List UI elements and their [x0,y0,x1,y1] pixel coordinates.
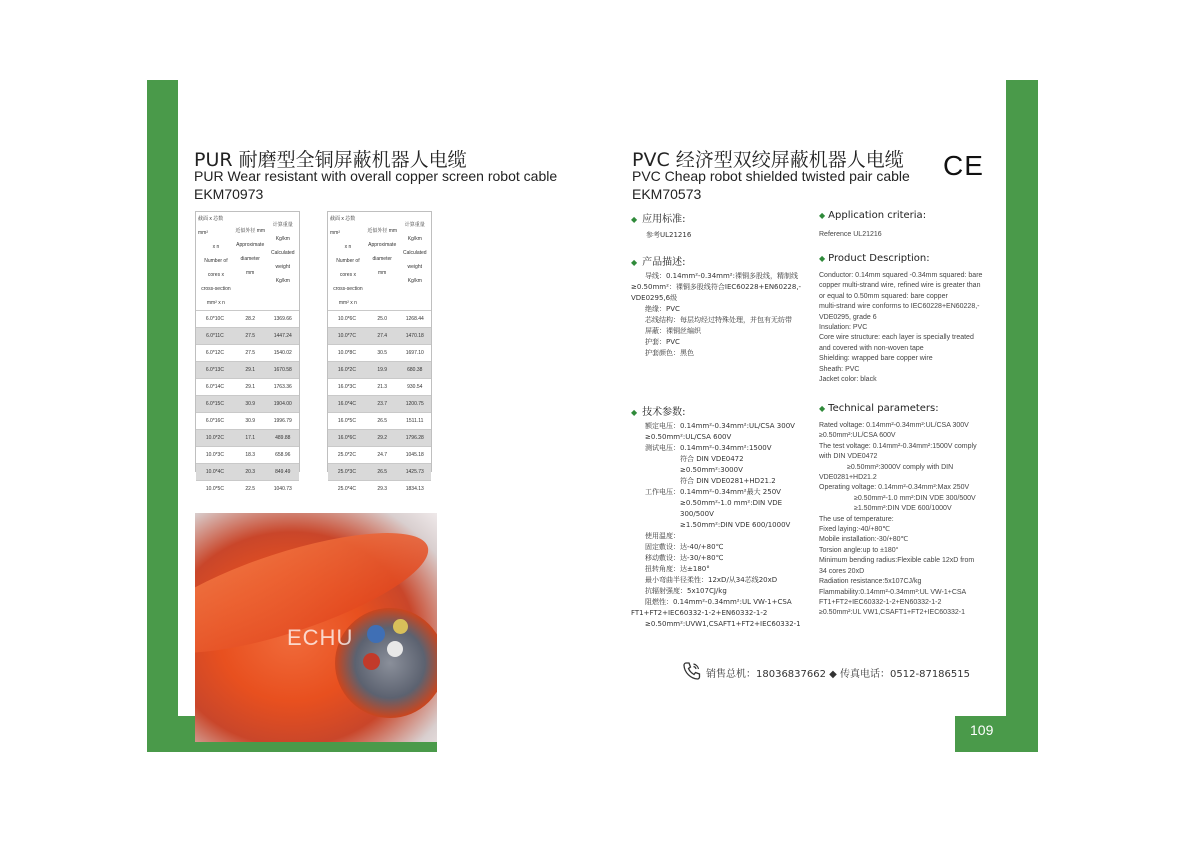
header-text: Kg/km [275,278,290,284]
cell-weight: 1796.28 [399,430,431,447]
cell-diameter: 29.1 [234,379,267,396]
cell-weight: 1540.02 [267,345,299,362]
cn-tech-line: 阻燃性：0.14mm²-0.34mm²:UL VW-1+CSA [631,598,792,606]
table-row [196,362,299,379]
cn-description-line: 护套：PVC [631,338,680,346]
cell-cross-section: 10.0*8C [328,345,366,362]
en-tech-heading [819,403,939,414]
table-2-body [328,311,431,498]
header-text: 截面 x 芯数 mm² [198,216,224,236]
header-text: diameter [240,256,260,262]
header-cross-section [330,212,366,310]
cn-description-block [631,271,801,359]
table-row [328,362,431,379]
header-text: Calculated [402,250,427,256]
right-page-number: 109 [970,722,994,738]
cell-weight: 489.88 [267,430,299,447]
en-description-line: copper multi-strand wire, refined wire is greater than [819,282,981,290]
header-text: mm² x n [206,300,225,306]
cell-cross-section: 16.0*2C [328,362,366,379]
bullet-diamond-icon: ◆ [631,258,638,267]
en-description-line: and covered with non-woven tape [819,344,924,352]
cell-diameter: 27.5 [234,328,267,345]
right-title-en: PVC Cheap robot shielded twisted pair cable [632,168,910,184]
cell-cross-section: 25.0*2C [328,447,366,464]
cn-description-heading [631,253,686,268]
cell-diameter: 23.7 [366,396,399,413]
en-tech-line: The test voltage: 0.14mm²-0.34mm²:1500V comply [819,442,977,450]
left-title-en: PUR Wear resistant with overall copper screen robot cable [194,168,558,184]
en-tech-line: ≥0.50mm²-1.0 mm²:DIN VDE 300/500V [819,494,976,502]
header-text: 截面 x 芯数 mm² [330,216,356,236]
en-tech-line: VDE0281+HD21.2 [819,474,877,482]
cell-diameter: 17.1 [234,430,267,447]
cn-tech-line: 抗辐射强度：5x107CJ/kg [631,587,727,595]
table-row [328,430,431,447]
heading-text: Application criteria: [828,210,927,221]
en-tech-line: The use of temperature: [819,515,894,523]
contact-footer: 销售总机：18036837662 ◆ 传真电话：0512-87186515 [706,669,970,680]
cell-cross-section: 10.0*6C [328,311,366,328]
right-title-cn: PVC 经济型双绞屏蔽机器人电缆 [632,149,904,171]
cell-cross-section: 6.0*14C [196,379,234,396]
cell-weight: 1763.36 [267,379,299,396]
table-row [196,481,299,498]
en-application-text: Reference UL21216 [819,231,882,238]
header-text: cross-section [333,286,363,292]
en-description-line: Insulation: PVC [819,324,868,332]
heading-text: Product Description: [828,253,930,264]
en-tech-line: ≥1.50mm²:DIN VDE 600/1000V [819,505,952,513]
table-1-body [196,311,299,498]
cell-diameter: 26.5 [366,464,399,481]
header-text: x n [212,244,220,250]
header-text: x n [344,244,352,250]
header-text: cores x [207,272,224,278]
header-text: Number of [336,258,360,264]
cn-tech-line: 300/500V [631,510,714,518]
cn-tech-line: ≥0.50mm²-1.0 mm²:DIN VDE [631,499,783,507]
cn-tech-line: ≥0.50mm²:3000V [631,466,743,474]
cell-weight: 1670.58 [267,362,299,379]
header-text: Kg/km [407,236,422,242]
table-row [196,396,299,413]
cell-weight: 1697.10 [399,345,431,362]
left-product-code: EKM70973 [194,186,264,202]
header-text: cores x [339,272,356,278]
cell-diameter: 22.5 [234,481,267,498]
cn-tech-line: FT1+FT2+IEC60332-1-2+EN60332-1-2 [631,609,768,617]
cell-cross-section: 6.0*11C [196,328,234,345]
table-row [196,379,299,396]
table-row [196,345,299,362]
cell-diameter: 30.9 [234,413,267,430]
cell-weight: 1045.18 [399,447,431,464]
cn-tech-line: 测试电压：0.14mm²-0.34mm²:1500V [631,444,772,452]
inner-core [363,653,380,670]
bullet-diamond-icon: ◆ [819,254,826,263]
header-text: Kg/km [275,236,290,242]
cell-weight: 1040.73 [267,481,299,498]
cell-weight: 1904.00 [267,396,299,413]
spec-table-2 [327,211,432,492]
right-page-footer-bar [955,716,1038,752]
cell-diameter: 29.3 [366,481,399,498]
en-tech-line: Torsion angle:up to ±180° [819,546,899,554]
cell-diameter: 29.2 [366,430,399,447]
en-application-heading [819,210,926,221]
cn-tech-line: 扭转角度：达±180° [631,565,710,573]
left-green-margin-top [147,80,178,720]
table-row [196,328,299,345]
bullet-diamond-icon: ◆ [631,408,638,417]
header-diameter [234,224,267,280]
cn-description-line: 芯线结构：每层均经过特殊处理，并包有无纺带 [631,316,792,324]
heading-text: 技术参数: [642,407,686,418]
table-row [328,481,431,498]
en-tech-line: ≥0.50mm²:UL VW1,CSAFT1+FT2+IEC60332-1 [819,609,965,617]
cell-cross-section: 10.0*5C [196,481,234,498]
header-text: cross-section [201,286,231,292]
en-tech-line: Flammability:0.14mm²-0.34mm²:UL VW-1+CSA [819,588,967,596]
cell-cross-section: 6.0*10C [196,311,234,328]
cell-weight: 930.54 [399,379,431,396]
phone-icon [682,661,702,681]
cell-diameter: 21.3 [366,379,399,396]
cell-cross-section: 10.0*7C [328,328,366,345]
right-product-code: EKM70573 [632,186,702,202]
en-description-line: Conductor: 0.14mm squared -0.34mm squared: bare [819,272,983,279]
cn-description-line: 导线：0.14mm²-0.34mm²:裸铜多股线，精制线 [631,272,798,280]
header-text: Approximate [368,242,397,248]
cn-tech-line: ≥0.50mm²:UL/CSA 600V [631,433,732,441]
en-tech-line: Mobile installation:-30/+80℃ [819,536,909,544]
en-description-line: VDE0295, grade 6 [819,313,877,321]
cell-weight: 1511.11 [399,413,431,430]
header-text: Calculated [270,250,295,256]
en-tech-line: ≥0.50mm²:UL/CSA 600V [819,432,896,440]
cell-diameter: 18.3 [234,447,267,464]
header-weight [399,218,431,288]
table-row [328,345,431,362]
en-tech-line: FT1+FT2+IEC60332-1-2+EN60332-1-2 [819,598,942,606]
cell-cross-section: 6.0*15C [196,396,234,413]
cell-weight: 1200.75 [399,396,431,413]
table-row [196,447,299,464]
cn-description-line: 护套颜色：黑色 [631,349,694,357]
header-text: Kg/km [407,278,422,284]
header-text: mm [378,270,387,276]
cell-cross-section: 6.0*16C [196,413,234,430]
cell-cross-section: 25.0*3C [328,464,366,481]
cell-cross-section: 16.0*3C [328,379,366,396]
inner-core [367,625,385,643]
table-row [196,464,299,481]
cn-tech-line: 固定敷设：达-40/+80℃ [631,543,724,551]
en-tech-line: Fixed laying:-40/+80℃ [819,526,891,534]
cn-tech-block [631,421,801,630]
cell-diameter: 19.9 [366,362,399,379]
en-tech-line: Rated voltage: 0.14mm²-0.34mm²:UL/CSA 300V [819,422,969,429]
cell-diameter: 27.5 [234,345,267,362]
en-tech-line: Operating voltage: 0.14mm²-0.34mm²:Max 250V [819,484,970,492]
header-text: diameter [372,256,392,262]
left-title-cn: PUR 耐磨型全铜屏蔽机器人电缆 [194,149,467,171]
header-text: Number of [204,258,228,264]
cell-weight: 1834.13 [399,481,431,498]
cell-weight: 1447.24 [267,328,299,345]
spec-table-1 [195,211,300,492]
en-description-block [819,271,982,385]
table-header-row [196,212,299,311]
cn-tech-line: 额定电压：0.14mm²-0.34mm²:UL/CSA 300V [631,422,795,430]
photo-watermark: ECHU [287,625,354,650]
header-text: mm [246,270,255,276]
header-text: weight [275,264,290,270]
cell-diameter: 27.4 [366,328,399,345]
en-description-line: Sheath: PVC [819,365,860,373]
en-description-line: multi-strand wire conforms to IEC60228+EN60228,- [819,303,980,311]
en-description-line: Shielding: wrapped bare copper wire [819,355,933,363]
en-tech-line: 34 cores 20xD [819,567,865,575]
table-row [196,430,299,447]
cell-weight: 680.38 [399,362,431,379]
cell-weight: 1268.44 [399,311,431,328]
cn-tech-line: ≥0.50mm²:UVW1,CSAFT1+FT2+IEC60332-1 [631,620,801,628]
en-tech-line: Minimum bending radius:Flexible cable 12xD from [819,557,975,565]
header-diameter [366,224,399,280]
table-row [328,396,431,413]
cn-application-heading [631,210,686,225]
header-text: weight [407,264,422,270]
header-text: 近似外径 mm [367,228,398,234]
cell-diameter: 30.9 [234,396,267,413]
heading-text: 应用标准: [642,214,686,225]
cell-diameter: 24.7 [366,447,399,464]
bullet-diamond-icon: ◆ [819,404,826,413]
table-row [328,311,431,328]
cell-weight: 1425.73 [399,464,431,481]
cell-cross-section: 6.0*12C [196,345,234,362]
heading-text: 产品描述: [642,257,686,268]
header-text: Approximate [236,242,265,248]
cn-description-line: VDE0295,6级 [631,294,678,302]
header-text: 近似外径 mm [235,228,266,234]
table-row [328,447,431,464]
cn-tech-line: 使用温度： [631,532,680,540]
heading-text: Technical parameters: [828,403,939,414]
en-tech-line: Radiation resistance:5x107CJ/kg [819,578,922,586]
cable-photo [195,513,437,742]
table-row [328,328,431,345]
cell-cross-section: 16.0*4C [328,396,366,413]
cell-diameter: 26.5 [366,413,399,430]
cell-diameter: 20.3 [234,464,267,481]
cell-cross-section: 10.0*3C [196,447,234,464]
cell-cross-section: 16.0*6C [328,430,366,447]
header-text: 计算重量 [404,222,425,228]
header-text: 计算重量 [272,222,293,228]
cell-cross-section: 10.0*4C [196,464,234,481]
cn-tech-line: ≥1.50mm²:DIN VDE 600/1000V [631,521,791,529]
cn-tech-line: 移动敷设：达-30/+80℃ [631,554,724,562]
table-row [328,379,431,396]
cell-diameter: 25.0 [366,311,399,328]
right-green-margin [1006,80,1038,750]
cell-weight: 1470.18 [399,328,431,345]
header-text: mm² x n [338,300,357,306]
cn-tech-line: 符合 DIN VDE0281+HD21.2 [631,477,776,485]
en-description-line: or equal to 0.50mm squared: bare copper [819,292,948,300]
cell-cross-section: 10.0*2C [196,430,234,447]
cn-description-line: 屏蔽：裸铜丝编织 [631,327,701,335]
en-tech-line: ≥0.50mm²:3000V comply with DIN [819,463,954,471]
cn-application-text: 参考UL21216 [646,231,692,239]
cell-weight: 658.96 [267,447,299,464]
cn-description-line: ≥0.50mm²：裸铜多股线符合IEC60228+EN60228,- [631,283,802,291]
en-tech-line: with DIN VDE0472 [819,453,878,461]
cn-tech-line: 最小弯曲半径柔性：12xD/从34芯线20xD [631,576,778,584]
cell-weight: 1369.66 [267,311,299,328]
bullet-diamond-icon: ◆ [819,211,826,220]
en-tech-block [819,421,977,619]
cell-cross-section: 6.0*13C [196,362,234,379]
table-row [196,413,299,430]
en-description-line: Jacket color: black [819,376,877,384]
cell-cross-section: 25.0*4C [328,481,366,498]
cn-tech-heading [631,403,686,418]
cn-description-line: 绝缘：PVC [631,305,680,313]
en-description-line: Core wire structure: each layer is specially treated [819,334,974,342]
cell-diameter: 29.1 [234,362,267,379]
cell-weight: 849.49 [267,464,299,481]
header-cross-section [198,212,234,310]
header-weight [267,218,299,288]
cell-diameter: 28.2 [234,311,267,328]
ce-mark-icon: CE [943,150,984,181]
cn-tech-line: 符合 DIN VDE0472 [631,455,744,463]
table-header-row [328,212,431,311]
cn-tech-line: 工作电压：0.14mm²-0.34mm²最大 250V [631,488,781,496]
cell-diameter: 30.5 [366,345,399,362]
en-description-heading [819,253,930,264]
inner-core [393,619,408,634]
cell-weight: 1996.79 [267,413,299,430]
table-row [328,413,431,430]
inner-core [387,641,403,657]
table-row [196,311,299,328]
bullet-diamond-icon: ◆ [631,215,638,224]
cell-cross-section: 16.0*5C [328,413,366,430]
table-row [328,464,431,481]
